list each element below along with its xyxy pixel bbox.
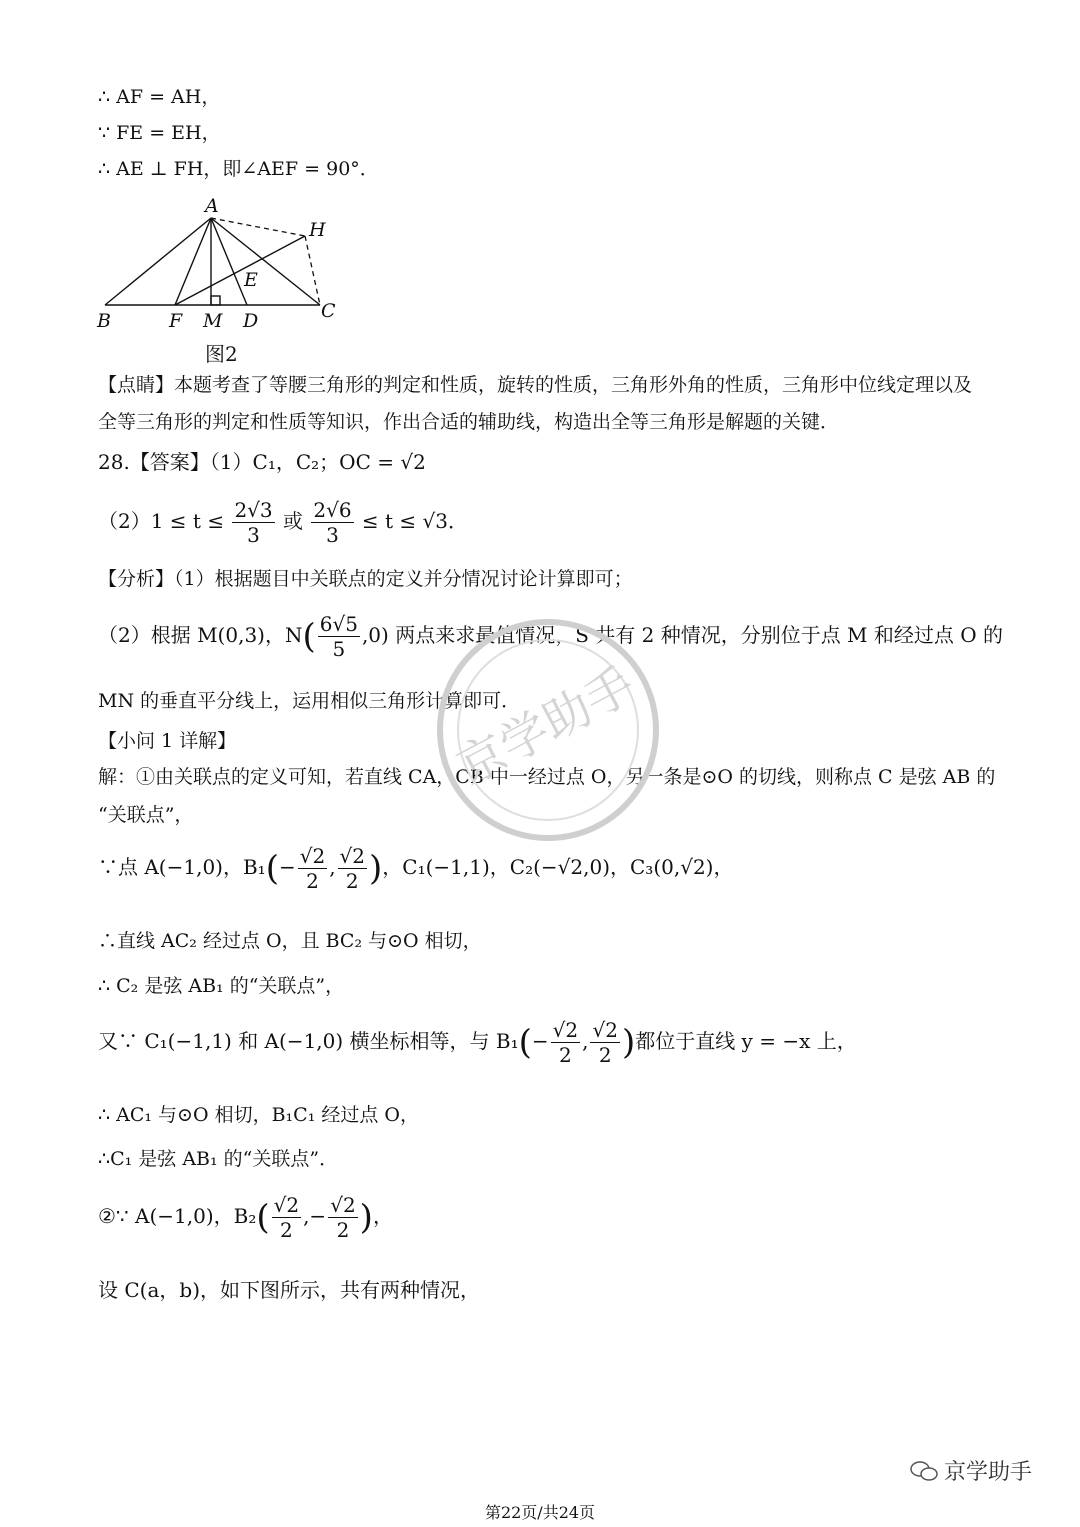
label-h: H <box>309 219 326 241</box>
fraction: $\frac{2√3}{3}$ <box>234 498 273 547</box>
comment-line-1: 【点睛】本题考查了等腰三角形的判定和性质，旋转的性质，三角形外角的性质，三角形中位线定理以及 <box>98 374 973 396</box>
segment-ac <box>211 218 320 305</box>
solution-line-10: 设 C(a，b)，如下图所示，共有两种情况， <box>98 1278 480 1302</box>
watermark-stamp <box>428 610 668 850</box>
segment-af <box>175 218 211 305</box>
page-footer: 第22页/共24页 <box>484 1503 596 1522</box>
comment-line-2: 全等三角形的判定和性质等知识，作出合适的辅助线，构造出全等三角形是解题的关键． <box>98 411 840 433</box>
label-f: F <box>169 310 183 332</box>
fraction: $\frac{√2}{2}$ <box>273 1193 300 1242</box>
label-b: B <box>97 310 111 332</box>
segment-ah-dashed <box>211 218 305 236</box>
analysis-line-2: （2）根据 M(0,3)，N( $\frac{6√5}{5}$ ,0) 两点来求最值情况，S 共有 2 种情况，分别位于点 M 和经过点 O 的 <box>98 612 1003 661</box>
svg-text:京学助手: 京学助手 <box>448 656 645 797</box>
proof-line-2: ∵ FE = EH， <box>98 122 221 144</box>
q28-answer-line: 28.【答案】（1）C₁，C₂；OC = √2 <box>98 450 426 474</box>
segment-ad <box>211 218 247 305</box>
solution-line-5: ∴ C₂ 是弦 AB₁ 的“关联点”， <box>98 975 345 997</box>
fraction: $\frac{√2}{2}$ <box>592 1018 618 1067</box>
fraction: $\frac{√2}{2}$ <box>330 1193 356 1242</box>
proof-line-3: ∴ AE ⊥ FH，即∠AEF = 90°． <box>98 158 379 180</box>
figure-caption: 图2 <box>205 342 238 366</box>
label-a: A <box>205 195 219 217</box>
brand-name: 京学助手 <box>944 1460 1033 1485</box>
geometry-figure-2 <box>95 192 355 337</box>
fraction: $\frac{√2}{2}$ <box>339 844 366 893</box>
analysis-line-1: 【分析】（1）根据题目中关联点的定义并分情况讨论计算即可； <box>98 568 633 590</box>
brand-logo <box>910 1455 1032 1486</box>
subsection-title: 【小问 1 详解】 <box>98 730 237 752</box>
analysis-line-3: MN 的垂直平分线上，运用相似三角形计算即可． <box>98 690 521 712</box>
solution-line-1: 解：①由关联点的定义可知，若直线 CA，CB 中一经过点 O，另一条是⊙O 的切线，则称点 C 是弦 AB 的 <box>98 766 996 788</box>
right-angle-mark <box>211 296 220 305</box>
segment-ab <box>105 218 211 305</box>
q28-part2-line: （2）1 ≤ t ≤ $\frac{2√3}{3}$ 或 $\frac{2√6}{3}$ ≤ t ≤ √3． <box>98 498 469 547</box>
fraction: $\frac{√2}{2}$ <box>552 1018 579 1067</box>
solution-line-8: ∴C₁ 是弦 AB₁ 的“关联点”． <box>98 1148 339 1170</box>
solution-line-2: “关联点”， <box>98 804 194 826</box>
fraction: $\frac{√2}{2}$ <box>299 844 326 893</box>
fraction: $\frac{6√5}{5}$ <box>319 612 358 661</box>
label-c: C <box>321 300 336 322</box>
solution-line-4: ∴直线 AC₂ 经过点 O，且 BC₂ 与⊙O 相切， <box>98 930 482 952</box>
solution-line-6: 又∵ C₁(−1,1) 和 A(−1,0) 横坐标相等，与 B₁(− $\frac{√2}{2}$ , $\frac{√2}{2}$ )都位于直线 y = −x 上， <box>98 1018 857 1067</box>
label-e: E <box>244 269 258 291</box>
label-m: M <box>203 310 223 332</box>
chat-bubble-icon <box>910 1460 938 1482</box>
proof-line-1: ∴ AF = AH， <box>98 86 221 108</box>
segment-fh <box>175 236 305 305</box>
solution-line-9: ②∵ A(−1,0)，B₂( $\frac{√2}{2}$ ,− $\frac{√2}{2}$ )， <box>98 1193 393 1242</box>
solution-line-3: ∵点 A(−1,0)，B₁(− $\frac{√2}{2}$ , $\frac{√2}{2}$ )，C₁(−1,1)，C₂(−√2,0)，C₃(0,√2)， <box>98 844 734 893</box>
solution-line-7: ∴ AC₁ 与⊙O 相切，B₁C₁ 经过点 O， <box>98 1104 419 1126</box>
fraction: $\frac{2√6}{3}$ <box>313 498 352 547</box>
comment-label: 【点睛】 <box>98 374 175 396</box>
label-d: D <box>243 310 259 332</box>
